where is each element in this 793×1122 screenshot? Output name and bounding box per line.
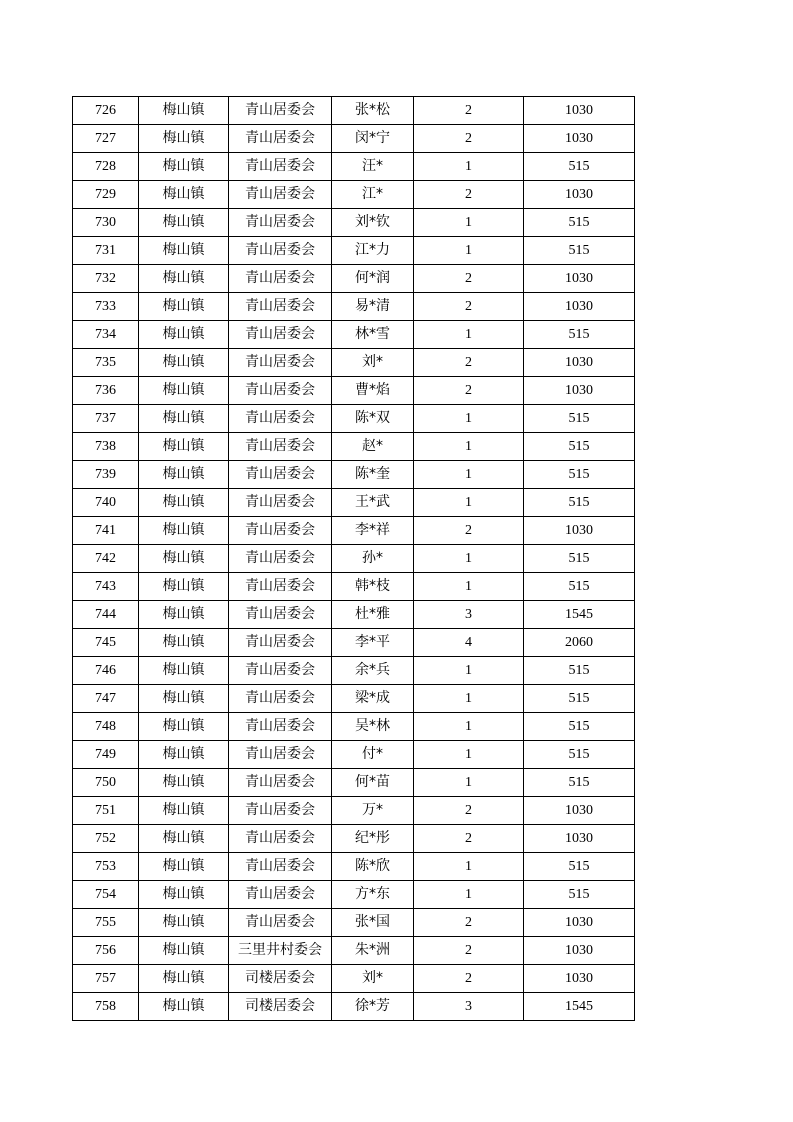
cell-household-count: 1 xyxy=(414,405,524,433)
cell-household-count: 1 xyxy=(414,657,524,685)
cell-person-name: 徐*芳 xyxy=(332,993,414,1021)
table-row xyxy=(73,797,635,825)
cell-town: 梅山镇 xyxy=(139,433,229,461)
cell-household-count: 1 xyxy=(414,545,524,573)
cell-amount: 1030 xyxy=(524,797,635,825)
cell-household-count: 2 xyxy=(414,97,524,125)
cell-serial-number: 728 xyxy=(73,153,139,181)
cell-committee: 司楼居委会 xyxy=(229,993,332,1021)
cell-household-count: 1 xyxy=(414,881,524,909)
cell-household-count: 1 xyxy=(414,461,524,489)
cell-committee: 青山居委会 xyxy=(229,97,332,125)
cell-committee: 青山居委会 xyxy=(229,405,332,433)
cell-serial-number: 750 xyxy=(73,769,139,797)
table-row xyxy=(73,937,635,965)
cell-committee: 青山居委会 xyxy=(229,153,332,181)
table-row xyxy=(73,237,635,265)
cell-town: 梅山镇 xyxy=(139,853,229,881)
cell-town: 梅山镇 xyxy=(139,797,229,825)
cell-town: 梅山镇 xyxy=(139,153,229,181)
table-row xyxy=(73,265,635,293)
cell-committee: 青山居委会 xyxy=(229,573,332,601)
cell-serial-number: 739 xyxy=(73,461,139,489)
cell-town: 梅山镇 xyxy=(139,517,229,545)
cell-household-count: 2 xyxy=(414,181,524,209)
cell-amount: 515 xyxy=(524,433,635,461)
cell-town: 梅山镇 xyxy=(139,573,229,601)
table-row xyxy=(73,517,635,545)
cell-serial-number: 740 xyxy=(73,489,139,517)
table-row xyxy=(73,965,635,993)
cell-household-count: 2 xyxy=(414,965,524,993)
cell-household-count: 2 xyxy=(414,825,524,853)
cell-town: 梅山镇 xyxy=(139,741,229,769)
cell-serial-number: 736 xyxy=(73,377,139,405)
table-row xyxy=(73,97,635,125)
cell-town: 梅山镇 xyxy=(139,713,229,741)
cell-household-count: 2 xyxy=(414,909,524,937)
cell-person-name: 付* xyxy=(332,741,414,769)
cell-serial-number: 741 xyxy=(73,517,139,545)
cell-amount: 515 xyxy=(524,405,635,433)
cell-amount: 515 xyxy=(524,573,635,601)
cell-town: 梅山镇 xyxy=(139,937,229,965)
cell-person-name: 孙* xyxy=(332,545,414,573)
table-row xyxy=(73,825,635,853)
cell-town: 梅山镇 xyxy=(139,769,229,797)
cell-serial-number: 742 xyxy=(73,545,139,573)
cell-serial-number: 752 xyxy=(73,825,139,853)
cell-person-name: 张*松 xyxy=(332,97,414,125)
cell-amount: 515 xyxy=(524,853,635,881)
cell-serial-number: 746 xyxy=(73,657,139,685)
cell-serial-number: 737 xyxy=(73,405,139,433)
cell-serial-number: 753 xyxy=(73,853,139,881)
cell-person-name: 刘* xyxy=(332,349,414,377)
cell-household-count: 2 xyxy=(414,377,524,405)
cell-person-name: 江*力 xyxy=(332,237,414,265)
cell-amount: 1030 xyxy=(524,937,635,965)
cell-town: 梅山镇 xyxy=(139,881,229,909)
cell-committee: 青山居委会 xyxy=(229,489,332,517)
cell-amount: 515 xyxy=(524,545,635,573)
table-row xyxy=(73,713,635,741)
cell-town: 梅山镇 xyxy=(139,377,229,405)
table-row xyxy=(73,657,635,685)
cell-committee: 青山居委会 xyxy=(229,629,332,657)
cell-serial-number: 757 xyxy=(73,965,139,993)
cell-person-name: 刘* xyxy=(332,965,414,993)
cell-person-name: 纪*彤 xyxy=(332,825,414,853)
cell-household-count: 1 xyxy=(414,573,524,601)
cell-amount: 1030 xyxy=(524,181,635,209)
cell-person-name: 李*平 xyxy=(332,629,414,657)
cell-amount: 2060 xyxy=(524,629,635,657)
table-row xyxy=(73,433,635,461)
cell-household-count: 1 xyxy=(414,321,524,349)
cell-household-count: 1 xyxy=(414,209,524,237)
cell-town: 梅山镇 xyxy=(139,265,229,293)
table-row xyxy=(73,853,635,881)
cell-serial-number: 733 xyxy=(73,293,139,321)
table-row xyxy=(73,293,635,321)
roster-table-body xyxy=(73,97,635,1021)
cell-town: 梅山镇 xyxy=(139,685,229,713)
cell-committee: 青山居委会 xyxy=(229,433,332,461)
cell-amount: 1030 xyxy=(524,125,635,153)
cell-person-name: 李*祥 xyxy=(332,517,414,545)
cell-amount: 515 xyxy=(524,769,635,797)
cell-amount: 515 xyxy=(524,741,635,769)
cell-amount: 1030 xyxy=(524,265,635,293)
table-row xyxy=(73,881,635,909)
cell-serial-number: 735 xyxy=(73,349,139,377)
cell-person-name: 陈*双 xyxy=(332,405,414,433)
cell-serial-number: 745 xyxy=(73,629,139,657)
cell-person-name: 曹*焰 xyxy=(332,377,414,405)
cell-household-count: 4 xyxy=(414,629,524,657)
cell-committee: 青山居委会 xyxy=(229,125,332,153)
cell-committee: 青山居委会 xyxy=(229,517,332,545)
cell-committee: 青山居委会 xyxy=(229,825,332,853)
cell-household-count: 1 xyxy=(414,489,524,517)
table-row xyxy=(73,993,635,1021)
cell-household-count: 2 xyxy=(414,797,524,825)
table-row xyxy=(73,489,635,517)
cell-serial-number: 747 xyxy=(73,685,139,713)
cell-town: 梅山镇 xyxy=(139,181,229,209)
cell-amount: 515 xyxy=(524,657,635,685)
table-row xyxy=(73,405,635,433)
cell-person-name: 汪* xyxy=(332,153,414,181)
cell-amount: 1030 xyxy=(524,97,635,125)
cell-person-name: 江* xyxy=(332,181,414,209)
cell-amount: 515 xyxy=(524,321,635,349)
cell-person-name: 闵*宁 xyxy=(332,125,414,153)
table-row xyxy=(73,769,635,797)
cell-amount: 1030 xyxy=(524,377,635,405)
cell-serial-number: 758 xyxy=(73,993,139,1021)
cell-serial-number: 734 xyxy=(73,321,139,349)
cell-serial-number: 744 xyxy=(73,601,139,629)
cell-committee: 青山居委会 xyxy=(229,321,332,349)
cell-committee: 青山居委会 xyxy=(229,657,332,685)
cell-town: 梅山镇 xyxy=(139,461,229,489)
cell-serial-number: 755 xyxy=(73,909,139,937)
cell-town: 梅山镇 xyxy=(139,629,229,657)
table-row xyxy=(73,909,635,937)
cell-household-count: 1 xyxy=(414,853,524,881)
table-row xyxy=(73,321,635,349)
cell-committee: 青山居委会 xyxy=(229,265,332,293)
cell-person-name: 何*润 xyxy=(332,265,414,293)
cell-household-count: 1 xyxy=(414,433,524,461)
cell-town: 梅山镇 xyxy=(139,965,229,993)
cell-household-count: 1 xyxy=(414,769,524,797)
cell-household-count: 2 xyxy=(414,265,524,293)
cell-serial-number: 727 xyxy=(73,125,139,153)
cell-committee: 青山居委会 xyxy=(229,209,332,237)
table-row xyxy=(73,545,635,573)
cell-household-count: 3 xyxy=(414,993,524,1021)
cell-committee: 三里井村委会 xyxy=(229,937,332,965)
cell-committee: 青山居委会 xyxy=(229,377,332,405)
cell-person-name: 陈*奎 xyxy=(332,461,414,489)
cell-household-count: 1 xyxy=(414,685,524,713)
cell-household-count: 1 xyxy=(414,713,524,741)
cell-town: 梅山镇 xyxy=(139,993,229,1021)
cell-committee: 青山居委会 xyxy=(229,293,332,321)
cell-serial-number: 729 xyxy=(73,181,139,209)
table-row xyxy=(73,349,635,377)
cell-serial-number: 732 xyxy=(73,265,139,293)
cell-amount: 515 xyxy=(524,713,635,741)
cell-town: 梅山镇 xyxy=(139,293,229,321)
cell-amount: 1030 xyxy=(524,293,635,321)
cell-person-name: 张*国 xyxy=(332,909,414,937)
cell-amount: 1030 xyxy=(524,909,635,937)
cell-serial-number: 743 xyxy=(73,573,139,601)
cell-serial-number: 730 xyxy=(73,209,139,237)
cell-committee: 青山居委会 xyxy=(229,909,332,937)
cell-person-name: 林*雪 xyxy=(332,321,414,349)
cell-household-count: 2 xyxy=(414,125,524,153)
table-row xyxy=(73,601,635,629)
cell-committee: 青山居委会 xyxy=(229,741,332,769)
cell-person-name: 吴*林 xyxy=(332,713,414,741)
cell-committee: 青山居委会 xyxy=(229,349,332,377)
cell-person-name: 刘*钦 xyxy=(332,209,414,237)
cell-person-name: 韩*枝 xyxy=(332,573,414,601)
cell-household-count: 2 xyxy=(414,937,524,965)
cell-serial-number: 749 xyxy=(73,741,139,769)
cell-committee: 青山居委会 xyxy=(229,461,332,489)
cell-person-name: 易*清 xyxy=(332,293,414,321)
cell-town: 梅山镇 xyxy=(139,97,229,125)
cell-committee: 司楼居委会 xyxy=(229,965,332,993)
cell-serial-number: 751 xyxy=(73,797,139,825)
cell-person-name: 万* xyxy=(332,797,414,825)
cell-person-name: 余*兵 xyxy=(332,657,414,685)
table-row xyxy=(73,153,635,181)
cell-town: 梅山镇 xyxy=(139,405,229,433)
cell-person-name: 梁*成 xyxy=(332,685,414,713)
cell-town: 梅山镇 xyxy=(139,321,229,349)
cell-town: 梅山镇 xyxy=(139,489,229,517)
cell-household-count: 1 xyxy=(414,741,524,769)
cell-serial-number: 731 xyxy=(73,237,139,265)
cell-town: 梅山镇 xyxy=(139,349,229,377)
cell-town: 梅山镇 xyxy=(139,601,229,629)
table-row xyxy=(73,741,635,769)
cell-amount: 1030 xyxy=(524,517,635,545)
table-row xyxy=(73,181,635,209)
cell-committee: 青山居委会 xyxy=(229,769,332,797)
cell-committee: 青山居委会 xyxy=(229,545,332,573)
cell-committee: 青山居委会 xyxy=(229,797,332,825)
cell-household-count: 1 xyxy=(414,237,524,265)
cell-amount: 515 xyxy=(524,489,635,517)
cell-amount: 515 xyxy=(524,209,635,237)
cell-committee: 青山居委会 xyxy=(229,601,332,629)
cell-amount: 1030 xyxy=(524,825,635,853)
table-row xyxy=(73,377,635,405)
cell-amount: 515 xyxy=(524,685,635,713)
table-row xyxy=(73,125,635,153)
cell-amount: 515 xyxy=(524,881,635,909)
cell-town: 梅山镇 xyxy=(139,545,229,573)
cell-person-name: 王*武 xyxy=(332,489,414,517)
cell-person-name: 何*苗 xyxy=(332,769,414,797)
cell-committee: 青山居委会 xyxy=(229,713,332,741)
cell-household-count: 3 xyxy=(414,601,524,629)
cell-amount: 1030 xyxy=(524,965,635,993)
cell-household-count: 2 xyxy=(414,349,524,377)
cell-committee: 青山居委会 xyxy=(229,237,332,265)
cell-serial-number: 738 xyxy=(73,433,139,461)
cell-town: 梅山镇 xyxy=(139,909,229,937)
cell-town: 梅山镇 xyxy=(139,825,229,853)
cell-amount: 1545 xyxy=(524,601,635,629)
cell-committee: 青山居委会 xyxy=(229,881,332,909)
cell-committee: 青山居委会 xyxy=(229,181,332,209)
cell-committee: 青山居委会 xyxy=(229,853,332,881)
cell-town: 梅山镇 xyxy=(139,237,229,265)
cell-person-name: 朱*洲 xyxy=(332,937,414,965)
cell-person-name: 赵* xyxy=(332,433,414,461)
roster-table xyxy=(72,96,635,1021)
cell-amount: 515 xyxy=(524,153,635,181)
table-row xyxy=(73,629,635,657)
cell-person-name: 陈*欣 xyxy=(332,853,414,881)
cell-serial-number: 756 xyxy=(73,937,139,965)
cell-serial-number: 726 xyxy=(73,97,139,125)
cell-person-name: 杜*雅 xyxy=(332,601,414,629)
cell-household-count: 1 xyxy=(414,153,524,181)
cell-committee: 青山居委会 xyxy=(229,685,332,713)
table-row xyxy=(73,685,635,713)
table-row xyxy=(73,209,635,237)
table-row xyxy=(73,461,635,489)
cell-serial-number: 754 xyxy=(73,881,139,909)
cell-amount: 1030 xyxy=(524,349,635,377)
cell-household-count: 2 xyxy=(414,293,524,321)
cell-household-count: 2 xyxy=(414,517,524,545)
cell-serial-number: 748 xyxy=(73,713,139,741)
cell-amount: 515 xyxy=(524,237,635,265)
cell-amount: 1545 xyxy=(524,993,635,1021)
cell-town: 梅山镇 xyxy=(139,125,229,153)
cell-town: 梅山镇 xyxy=(139,209,229,237)
cell-person-name: 方*东 xyxy=(332,881,414,909)
cell-amount: 515 xyxy=(524,461,635,489)
cell-town: 梅山镇 xyxy=(139,657,229,685)
table-row xyxy=(73,573,635,601)
